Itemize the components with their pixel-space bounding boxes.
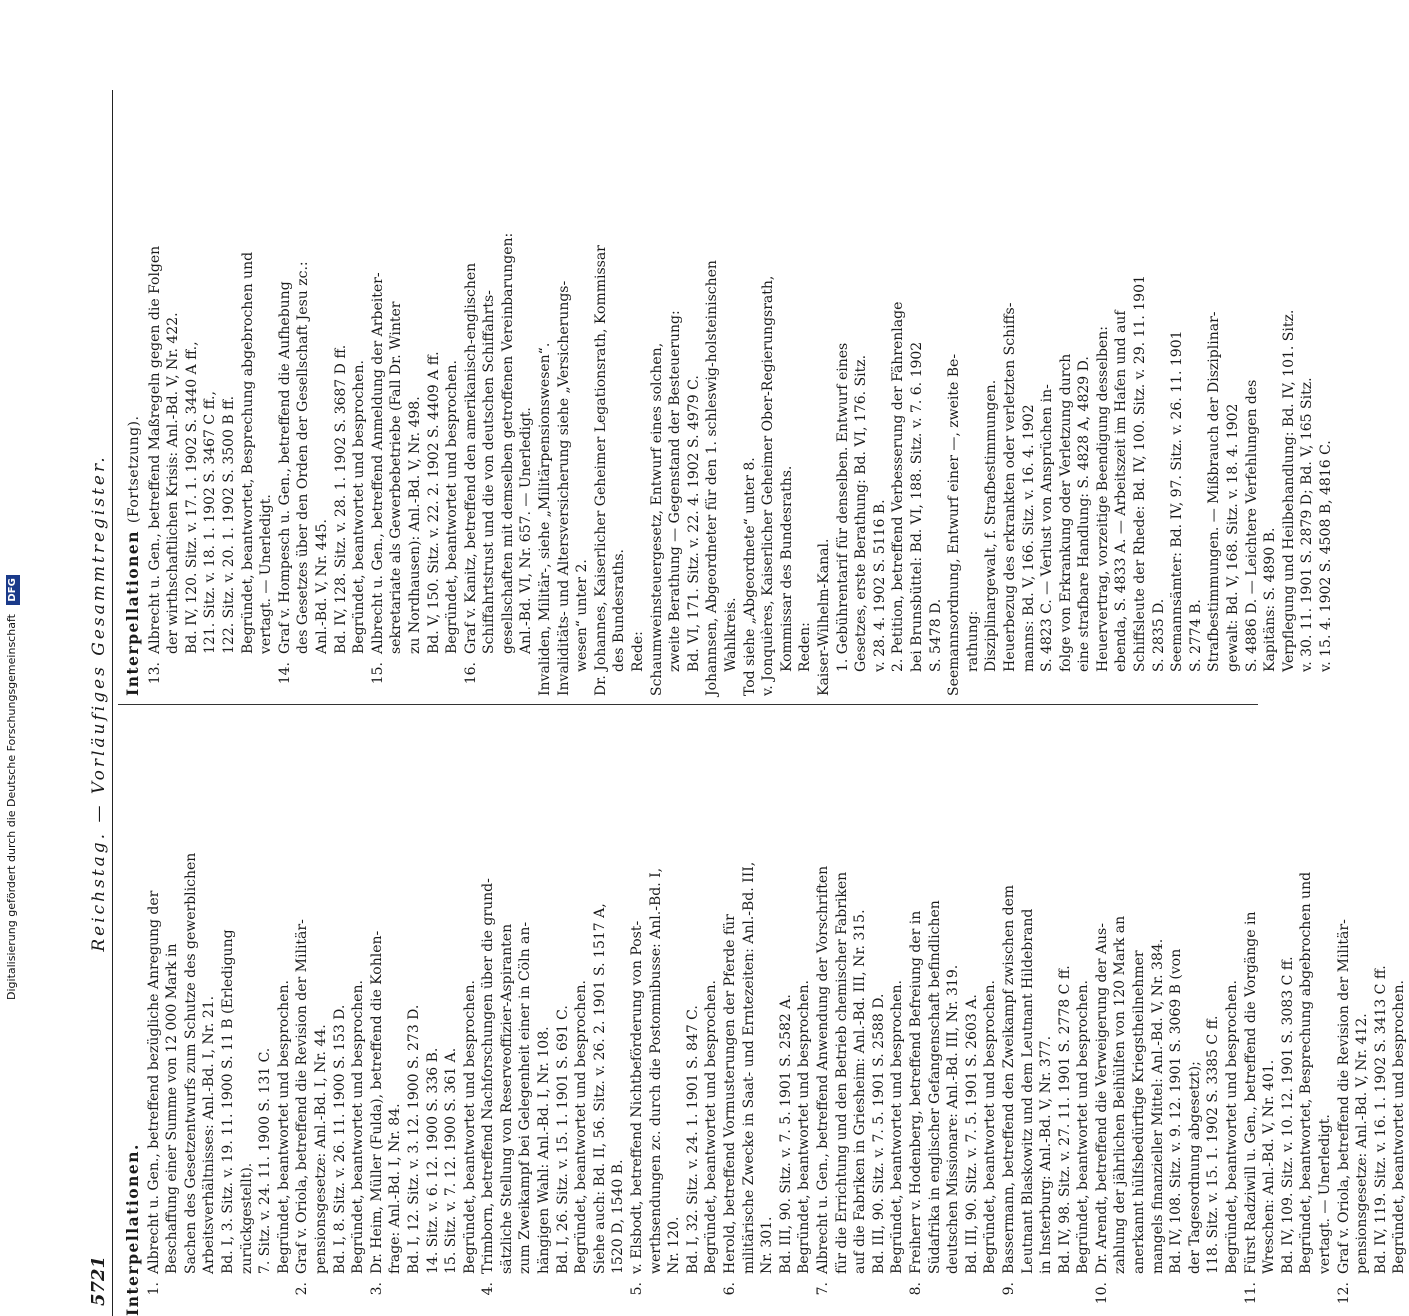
entry-number: 9.: [1000, 1282, 1017, 1296]
right-heading-continuation: (Fortsetzung).: [126, 415, 142, 524]
entry-text-line: Bd. IV, 109. Sitz. v. 10. 12. 1901 S. 3083 C ff.: [1279, 956, 1296, 1274]
interpellation-entry: [1242, 714, 1335, 1316]
index-block: [741, 94, 760, 696]
entry-text-line: Südafrika in englischer Gefangenschaft befindlichen: [926, 900, 943, 1274]
entry-text-line: Albrecht u. Gen., betreffend Maßregeln gegen die Folgen: [146, 245, 163, 654]
entry-text-line: Bd. I, 26. Sitz. v. 15. 1. 1901 S. 691 C.: [554, 1005, 571, 1274]
index-text-line: gewalt: Bd. V, 168. Sitz. v. 18. 4. 1902: [1225, 403, 1242, 672]
index-text-line: Wahlkreis.: [723, 597, 739, 672]
right-entries-list: [146, 94, 536, 696]
entry-text-line: der Tagesordnung abgesetzt);: [1186, 1061, 1203, 1274]
entry-number: 5.: [629, 1282, 646, 1296]
entry-text-line: Arbeitsverhältnisses: Anl.-Bd. I, Nr. 21.: [201, 995, 218, 1274]
entry-number: 3.: [368, 1282, 385, 1296]
index-text-line: Kaiser-Wilhelm-Kanal.: [815, 538, 832, 696]
entry-text-line: Bd. I, 8. Sitz. v. 26. 11. 1900 S. 153 D.: [331, 1004, 348, 1274]
entry-text-line: Sachen des Gesetzentwurfs zum Schutze des gewerblichen: [182, 852, 199, 1274]
entry-text-line: 1520 D, 1540 B.: [610, 1159, 627, 1274]
interpellation-entry: [479, 714, 628, 1316]
interpellation-entry: [462, 94, 536, 696]
entry-text-line: Graf v. Oriola, betreffend die Revision der Militär-: [1335, 919, 1352, 1274]
entry-text-line: Trimborn, betreffend Nachforschungen über die grund-: [480, 878, 497, 1274]
interpellation-entry: [293, 714, 367, 1316]
entry-text-line: zu Nordhausen): Anl.-Bd. V, Nr. 498.: [406, 396, 423, 654]
index-text-line: v. 15. 4. 1902 S. 4508 B, 4816 C.: [1318, 440, 1334, 672]
entry-text-line: zum Zweikampf bei Gelegenheit einer in Cöln an-: [517, 921, 534, 1274]
index-text-line: Kommissar des Bundesraths.: [778, 465, 795, 672]
index-text-line: Invaliditäts- und Altersversicherung siehe „Versicherungs-: [555, 280, 572, 696]
entry-text-line: Nr. 301.: [759, 1216, 776, 1274]
index-text-line: 1. Gebührentarif für denselben. Entwurf eines: [834, 342, 851, 672]
index-text-line: S. 2835 D.: [1150, 598, 1167, 672]
right-index-blocks: [536, 94, 1336, 696]
entry-text-line: Beschaffung einer Summe von 12 000 Mark in: [164, 943, 181, 1274]
index-text-line: 2. Petition, betreffend Verbesserung der Fährenlage: [890, 301, 907, 672]
entry-text-line: 121. Sitz. v. 18. 1. 1902 S. 3467 C ff.,: [202, 391, 219, 654]
index-text-line: Tod siehe „Abgeordnete“ unter 8.: [741, 457, 758, 696]
interpellation-entry: [814, 714, 907, 1316]
entry-text-line: Wreschen: Anl.-Bd. V, Nr. 401.: [1261, 1059, 1278, 1274]
entry-text-line: Bd. I, 3. Sitz. v. 19. 11. 1900 S. 11 B (Erledigung: [219, 929, 236, 1274]
entry-text-line: 14. Sitz. v. 6. 12. 1900 S. 336 B.: [424, 1047, 441, 1274]
entry-text-line: vertagt. — Unerledigt.: [258, 494, 275, 654]
index-text-line: Heuerbezug des erkrankten oder verletzten Schiffs-: [1001, 302, 1018, 672]
entry-text-line: anerkannt hülfsbedürftige Kriegstheilnehmer: [1131, 950, 1148, 1274]
entry-text-line: Begründet, beantwortet, Besprechung abgebrochen und: [239, 251, 256, 654]
index-text-line: wesen“ unter 2.: [574, 559, 591, 672]
entry-text-line: Begründet, beantwortet und besprochen.: [1075, 980, 1092, 1274]
index-text-line: Verpflegung und Heilbehandlung: Bd. IV, 101. Sitz.: [1280, 309, 1297, 672]
index-text-line: zweite Berathung — Gegenstand der Besteuerung:: [667, 310, 684, 672]
entry-number: 8.: [907, 1282, 924, 1296]
entry-text-line: Bd. I, 12. Sitz. v. 3. 12. 1900 S. 273 D.: [405, 1004, 422, 1274]
entry-text-line: Begründet, beantwortet und besprochen.: [275, 980, 292, 1274]
entry-text-line: Bd. I, 32. Sitz. v. 24. 1. 1901 S. 847 C.: [684, 1005, 701, 1274]
interpellation-entry: [1000, 714, 1093, 1316]
entry-text-line: Anl.-Bd. V, Nr. 445.: [313, 519, 330, 654]
index-block: [536, 94, 555, 696]
entry-text-line: 118. Sitz. v. 15. 1. 1902 S. 3385 C ff.: [1205, 1015, 1222, 1274]
index-text-line: des Bundesraths.: [611, 549, 628, 672]
entry-number: 6.: [722, 1282, 738, 1296]
entry-number: 10.: [1093, 1282, 1110, 1305]
page-header: [88, 90, 113, 1316]
entry-text-line: Schiffahrtstrust und die von deutschen Schiffahrts-: [481, 290, 498, 654]
entry-text-line: für die Errichtung und den Betrieb chemischer Fabriken: [833, 871, 850, 1274]
interpellation-entry: [369, 94, 462, 696]
index-text-line: manns: Bd. V, 166. Sitz. v. 16. 4. 1902: [1020, 404, 1037, 672]
index-text-line: S. 4886 D. — Leichtere Verfehlungen des: [1243, 379, 1260, 672]
entry-text-line: 122. Sitz. v. 20. 1. 1902 S. 3500 B ff.: [220, 395, 237, 654]
index-text-line: Invaliden, Militär-, siehe „Militärpensionswesen“.: [537, 342, 554, 696]
entry-text-line: gesellschaften mit demselben getroffenen Vereinbarungen:: [499, 232, 516, 654]
entry-text-line: des Gesetzes über den Orden der Gesellschaft Jesu zc.:: [295, 261, 312, 654]
index-block: [815, 94, 945, 696]
index-text-line: S. 2774 B.: [1187, 599, 1204, 672]
rotated-page-content: [88, 90, 1408, 1316]
entry-text-line: vertagt. — Unerledigt.: [1317, 1114, 1333, 1274]
entry-number: 4.: [480, 1282, 497, 1296]
running-title: Reichstag. — Vorläufiges Gesammtregister.: [89, 454, 109, 952]
entry-number: 7.: [814, 1282, 831, 1296]
entry-number: 15.: [369, 662, 386, 685]
index-text-line: v. 30. 11. 1901 S. 2879 D; Bd. V, 165 Sitz.: [1299, 377, 1316, 672]
entry-text-line: Bassermann, betreffend den Zweikampf zwischen dem: [1000, 884, 1017, 1274]
interpellation-entry: [628, 714, 721, 1316]
entry-text-line: Graf v. Hompesch u. Gen., betreffend die Aufhebung: [276, 281, 293, 654]
right-column: [123, 94, 1334, 696]
entry-text-line: Leutnant Blaskowitz und dem Leutnant Hildebrand: [1019, 908, 1036, 1274]
entry-text-line: Bd. III, 90. Sitz. v. 7. 5. 1901 S. 2588 D.: [870, 993, 887, 1274]
entry-text-line: mangels finanzieller Mittel: Anl.-Bd. V, Nr. 384.: [1149, 938, 1166, 1274]
entry-text-line: in Insterburg: Anl.-Bd. V, Nr. 377.: [1038, 1035, 1055, 1274]
index-block: [703, 94, 740, 696]
index-block: [555, 94, 592, 696]
index-text-line: Kapitäns: S. 4890 B.: [1262, 527, 1279, 672]
entry-text-line: Begründet, beantwortet und besprochen.: [796, 980, 813, 1274]
interpellation-entry: [368, 714, 480, 1316]
entry-text-line: Bd. IV, 119. Sitz. v. 16. 1. 1902 S. 3413 C ff.: [1372, 965, 1389, 1274]
left-entries-list: [145, 714, 1409, 1316]
index-text-line: S. 4823 C. — Verlust von Ansprüchen in-: [1039, 384, 1056, 672]
left-column-heading: Interpellationen.: [123, 1143, 142, 1316]
entry-text-line: Dr. Heim, Müller (Fulda), betreffend die Kohlen-: [368, 930, 385, 1274]
index-block: [759, 94, 815, 696]
entry-text-line: zahlung der jährlichen Beihülfen von 120 Mark an: [1112, 915, 1129, 1274]
interpellation-entry: [146, 94, 276, 696]
entry-text-line: Siehe auch: Bd. II, 56. Sitz. v. 26. 2. 1901 S. 1517 A,: [591, 903, 608, 1274]
entry-text-line: Begründet, beantwortet und besprochen.: [461, 980, 478, 1274]
entry-text-line: Graf v. Kanitz, betreffend den amerikanisch-englischen: [462, 262, 479, 654]
index-text-line: Schaumweinsteuergesetz, Entwurf eines solchen,: [648, 342, 665, 696]
entry-text-line: Dr. Arendt, betreffend die Verweigerung der Aus-: [1093, 923, 1110, 1274]
entry-text-line: hängigen Wahl: Anl.-Bd. I, Nr. 108.: [536, 1026, 553, 1274]
entry-text-line: Bd. IV, 108. Sitz. v. 9. 12. 1901 S. 3069 B (von: [1168, 948, 1185, 1274]
interpellation-entry: [145, 714, 294, 1316]
index-text-line: Gesetzes, erste Berathung: Bd. VI, 176. Sitz.: [853, 354, 870, 672]
index-text-line: Seemannsordnung, Entwurf einer —, zweite Be-: [946, 353, 963, 696]
entry-text-line: Begründet, beantwortet und besprochen.: [573, 980, 590, 1274]
right-column-heading: [124, 94, 144, 696]
index-block: [945, 94, 1335, 696]
page-number: 5721: [88, 1255, 109, 1306]
entry-number: 11.: [1242, 1282, 1259, 1305]
entry-text-line: Bd. V, 150. Sitz. v. 22. 2. 1902 S. 4409 A ff.: [425, 351, 442, 654]
interpellation-entry: [1335, 714, 1409, 1316]
entry-text-line: Nr. 120.: [666, 1216, 683, 1274]
interpellation-entry: [1093, 714, 1242, 1316]
entry-text-line: Bd. IV, 128. Sitz. v. 28. 1. 1902 S. 3687 D ff.: [332, 344, 349, 654]
entry-text-line: Begründet, beantwortet und besprochen.: [1391, 980, 1408, 1274]
index-text-line: S. 5478 D.: [927, 598, 944, 672]
entry-text-line: sätzliche Stellung von Reserveoffizier-Aspiranten: [498, 923, 515, 1274]
entry-text-line: Begründet, beantwortet und besprochen.: [1224, 980, 1241, 1274]
index-text-line: Disziplinargewalt, f. Strafbestimmungen.: [983, 379, 1000, 672]
entry-number: 13.: [146, 662, 163, 685]
entry-text-line: Bd. III, 90. Sitz. v. 7. 5. 1901 S. 2603 A.: [963, 994, 980, 1274]
entry-text-line: Begründet, beantwortet und besprochen.: [351, 360, 368, 654]
entry-number: 2.: [294, 1282, 311, 1296]
index-text-line: folge von Erkrankung oder Verletzung durch: [1057, 353, 1074, 672]
entry-text-line: Begründet, beantwortet und besprochen.: [889, 980, 906, 1274]
entry-text-line: pensionsgesetze: Anl.-Bd. V, Nr. 412.: [1354, 1013, 1371, 1274]
entry-number: 14.: [276, 662, 293, 685]
index-block: [648, 94, 704, 696]
entry-text-line: militärische Zwecke in Saat- und Erntezeiten: Anl.-Bd. III,: [740, 861, 757, 1274]
index-text-line: eine strafbare Handlung: S. 4828 A, 4829 D.: [1076, 356, 1093, 672]
interpellation-entry: [907, 714, 1000, 1316]
index-text-line: Rede:: [630, 631, 647, 672]
entry-text-line: Graf v. Oriola, betreffend die Revision der Militär-: [294, 919, 311, 1274]
entry-text-line: Freiherr v. Hodenberg, betreffend Befreiung der in: [907, 910, 924, 1274]
entry-text-line: Albrecht u. Gen., betreffend Anmeldung der Arbeiter-: [369, 272, 386, 654]
entry-text-line: Herold, betreffend Vormusterungen der Pferde für: [722, 914, 738, 1274]
entry-text-line: Begründet, beantwortet und besprochen.: [444, 360, 461, 654]
interpellation-entry: [276, 94, 369, 696]
entry-text-line: Begründet, beantwortet und besprochen.: [982, 980, 999, 1274]
right-heading-title: Interpellationen: [123, 529, 142, 696]
index-text-line: Reden:: [797, 622, 814, 672]
dfg-logo: DFG: [6, 575, 20, 604]
entry-text-line: Bd. III, 90. Sitz. v. 7. 5. 1901 S. 2582 A.: [777, 994, 794, 1274]
index-text-line: Johannsen, Abgeordneter für den 1. schleswig-holsteinischen: [704, 260, 721, 696]
entry-text-line: pensionsgesetze: Anl.-Bd. I, Nr. 44.: [312, 1024, 329, 1274]
entry-text-line: auf die Fabriken in Griesheim: Anl.-Bd. III, Nr. 315.: [852, 909, 869, 1274]
entry-text-line: v. Elsbodt, betreffend Nichtbeförderung von Post-: [629, 920, 646, 1274]
entry-number: 16.: [462, 662, 479, 685]
index-text-line: Bd. VI, 171. Sitz. v. 22. 4. 1902 S. 4979 C.: [685, 375, 702, 672]
entry-text-line: Albrecht u. Gen., betreffend Anwendung der Vorschriften: [814, 865, 831, 1274]
entry-text-line: Bd. IV, 98. Sitz. v. 27. 11. 1901 S. 2778 C ff.: [1056, 965, 1073, 1274]
index-text-line: v. Jonquières, Kaiserlicher Geheimer Ober-Regierungsrath,: [760, 275, 777, 696]
entry-text-line: 7. Sitz. v. 24. 11. 1900 S. 131 C.: [257, 1047, 274, 1274]
entry-text-line: Fürst Radziwill u. Gen., betreffend die Vorgänge in: [1242, 911, 1259, 1274]
index-text-line: ebenda, S. 4833 A. — Arbeitszeit im Hafen und auf: [1113, 310, 1130, 672]
index-text-line: v. 28. 4. 1902 S. 5116 B.: [871, 499, 888, 672]
entry-text-line: Begründet, beantwortet und besprochen.: [350, 980, 367, 1274]
index-text-line: Strafbestimmungen. — Mißbrauch der Disziplinar-: [1206, 311, 1223, 672]
interpellation-entry: [721, 714, 814, 1316]
index-text-line: bei Brunsbüttel: Bd. VI, 188. Sitz. v. 7. 6. 1902: [908, 341, 925, 672]
entry-text-line: Anl.-Bd. VI, Nr. 657. — Unerledigt.: [518, 407, 535, 654]
entry-text-line: Albrecht u. Gen., betreffend bezügliche Anregung der: [145, 890, 162, 1274]
entry-text-line: Begründet, beantwortet, Besprechung abgebrochen und: [1298, 871, 1315, 1274]
digitization-credit: [5, 10, 19, 1000]
index-block: [592, 94, 648, 696]
entry-number: 12.: [1335, 1282, 1352, 1305]
entry-text-line: Begründet, beantwortet und besprochen.: [703, 980, 720, 1274]
entry-text-line: zurückgestellt).: [238, 1162, 255, 1274]
entry-text-line: der wirthschaftlichen Krisis: Anl.-Bd. V, Nr. 422.: [165, 312, 182, 654]
index-text-line: Dr. Johannes, Kaiserlicher Geheimer Legationsrath, Kommissar: [592, 245, 609, 696]
entry-text-line: frage: Anl.-Bd. I, Nr. 84.: [387, 1103, 404, 1274]
credit-text: Digitalisierung gefördert durch die Deutsche Forschungsgemeinschaft: [5, 614, 18, 1000]
entry-text-line: deutschen Missionare: Anl.-Bd. III, Nr. 319.: [945, 964, 962, 1274]
entry-text-line: 15. Sitz. v. 7. 12. 1900 S. 361 A.: [443, 1047, 460, 1274]
index-text-line: rathung:: [964, 610, 981, 672]
entry-text-line: werthsendungen zc. durch die Postomnibusse: Anl.-Bd. I,: [647, 867, 664, 1274]
entry-text-line: sekretariate als Gewerbebetriebe (Fall Dr. Winter: [388, 301, 405, 654]
index-text-line: Seemannsämter: Bd. IV, 97. Sitz. v. 26. 11. 1901: [1169, 330, 1186, 672]
entry-number: 1.: [145, 1282, 162, 1296]
index-text-line: Schiffsleute der Rhede: Bd. IV, 100. Sitz. v. 29. 11. 1901: [1132, 275, 1149, 672]
column-divider: [118, 704, 1258, 705]
left-column: [123, 714, 1408, 1316]
entry-text-line: Bd. IV, 120. Sitz. v. 17. 1. 1902 S. 3440 A ff.,: [183, 341, 200, 654]
index-text-line: Heuervertrag, vorzeitige Beendigung desselben:: [1094, 326, 1111, 672]
